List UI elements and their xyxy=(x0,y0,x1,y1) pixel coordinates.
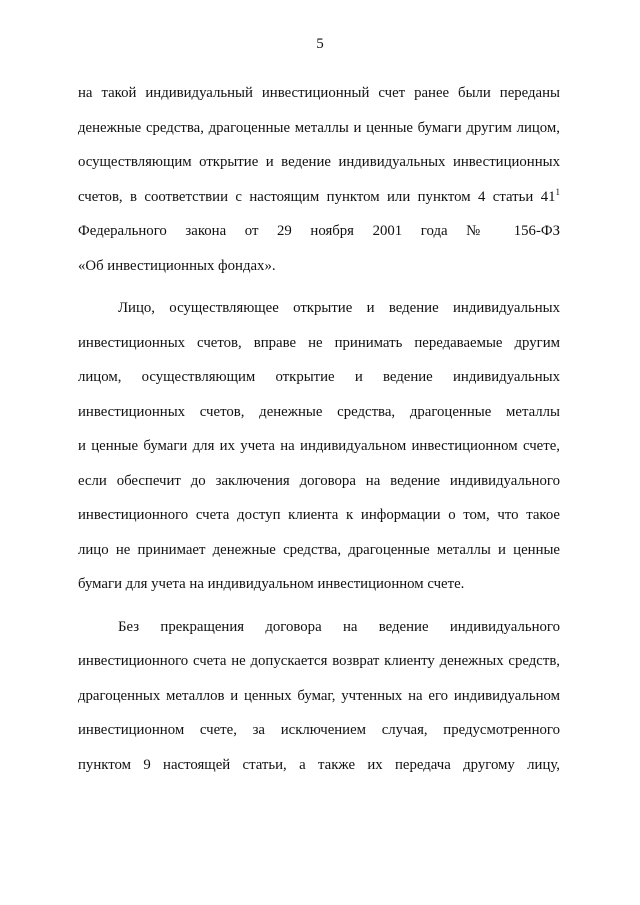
text-line-with-footnote xyxy=(78,180,560,215)
text-line: инвестиционного счета не допускается возврат клиенту денежных средств, xyxy=(78,653,560,669)
text-line-body: счетов, в соответствии с настоящим пунктом или пунктом 4 статьи 41 xyxy=(78,188,556,205)
text-line-first: Лицо, осуществляющее открытие и ведение индивидуальных xyxy=(118,300,560,316)
text-line: на такой индивидуальный инвестиционный счет ранее были переданы xyxy=(78,85,560,101)
text-line: инвестиционного счета доступ клиента к информации о том, что такое xyxy=(78,507,560,523)
text-line: и ценные бумаги для их учета на индивидуальном инвестиционном счете, xyxy=(78,438,560,454)
superscript-marker: 1 xyxy=(555,186,560,197)
page-number: 5 xyxy=(316,36,324,52)
text-line: драгоценных металлов и ценных бумаг, учтенных на его индивидуальном xyxy=(78,687,560,704)
document-body xyxy=(78,76,560,782)
paragraph-1 xyxy=(78,76,560,283)
paragraph-2 xyxy=(78,291,560,602)
text-line: инвестиционных счетов, денежные средства, драгоценные металлы xyxy=(78,403,560,420)
text-line: Федерального закона от 29 ноября 2001 года № 156-ФЗ xyxy=(78,223,560,239)
text-line: осуществляющим открытие и ведение индивидуальных инвестиционных xyxy=(78,154,560,170)
text-line: лицо не принимает денежные средства, драгоценные металлы и ценные xyxy=(78,541,560,558)
text-line: лицом, осуществляющим открытие и ведение индивидуальных xyxy=(78,369,560,385)
text-line: инвестиционном счете, за исключением случая, предусмотренного xyxy=(78,722,560,738)
text-line: если обеспечит до заключения договора на ведение индивидуального xyxy=(78,472,560,489)
text-line: инвестиционных счетов, вправе не принимать передаваемые другим xyxy=(78,334,560,351)
text-line-first: Без прекращения договора на ведение индивидуального xyxy=(118,618,560,635)
text-line: «Об инвестиционных фондах». xyxy=(78,257,276,274)
text-line: бумаги для учета на индивидуальном инвестиционном счете. xyxy=(78,576,465,592)
text-line: пунктом 9 настоящей статьи, а также их передача другому лицу, xyxy=(78,756,560,773)
paragraph-3 xyxy=(78,610,560,783)
text-line: денежные средства, драгоценные металлы и ценные бумаги другим лицом, xyxy=(78,119,560,136)
